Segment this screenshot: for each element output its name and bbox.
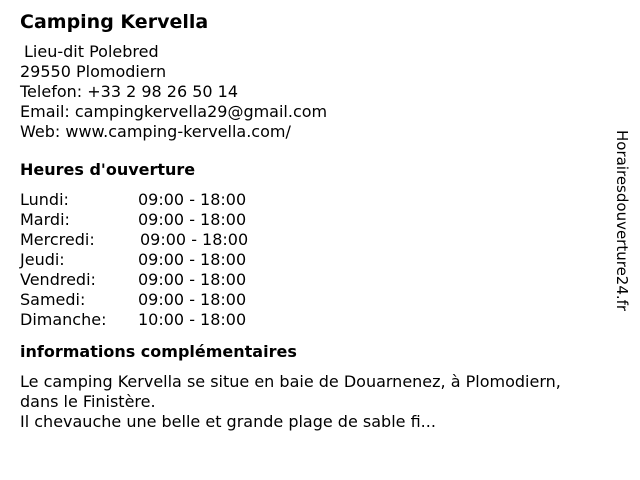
hours-day: Mercredi: [20,230,95,249]
hours-time: 09:00 - 18:00 [138,190,247,209]
hours-row [20,290,610,310]
address-street: Lieu-dit Polebred [24,42,159,61]
hours-row [20,230,610,250]
hours-time: 10:00 - 18:00 [138,310,247,329]
contact-block [20,42,610,142]
hours-time: 09:00 - 18:00 [138,290,247,309]
description-line: Il chevauche une belle et grande plage de sable fi... [20,412,436,431]
description-block [20,372,610,432]
description-line: Le camping Kervella se situe en baie de Douarnenez, à Plomodiern, [20,372,561,391]
hours-row [20,250,610,270]
hours-day: Dimanche: [20,310,107,329]
opening-hours-table [20,190,610,330]
opening-hours-heading: Heures d'ouverture [20,160,196,179]
hours-time: 09:00 - 18:00 [138,270,247,289]
hours-day: Vendredi: [20,270,96,289]
hours-day: Samedi: [20,290,86,309]
hours-row [20,210,610,230]
email-line: Email: campingkervella29@gmail.com [20,102,328,121]
phone-line: Telefon: +33 2 98 26 50 14 [20,82,239,101]
hours-day: Jeudi: [20,250,65,269]
address-city: 29550 Plomodiern [20,62,167,81]
hours-time: 09:00 - 18:00 [140,230,249,249]
business-card [20,10,610,432]
hours-time: 09:00 - 18:00 [138,250,247,269]
website-line: Web: www.camping-kervella.com/ [20,122,291,141]
hours-day: Lundi: [20,190,69,209]
hours-row [20,310,610,330]
additional-info-heading: informations complémentaires [20,342,297,361]
business-name: Camping Kervella [20,11,209,33]
hours-row [20,190,610,210]
hours-day: Mardi: [20,210,70,229]
hours-time: 09:00 - 18:00 [138,210,247,229]
site-watermark: Horairesdouverture24.fr [613,130,631,312]
hours-row [20,270,610,290]
description-line: dans le Finistère. [20,392,156,411]
